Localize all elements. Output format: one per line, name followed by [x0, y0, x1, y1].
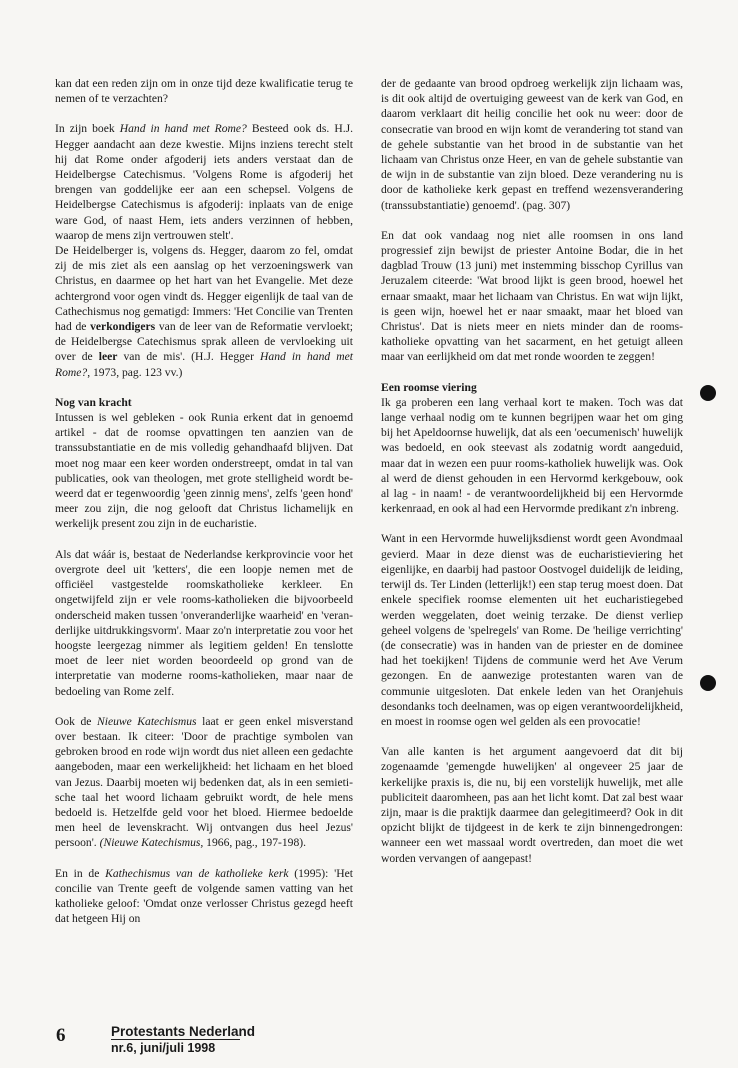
magazine-title: Protestants Nederland	[111, 1024, 256, 1039]
section-heading: Nog van kracht	[55, 395, 132, 409]
right-column	[381, 76, 683, 881]
paragraph: Ik ga proberen een lang verhaal kort te maken. Toch was dat lange verhaal nodig om te kunnen begrijpen waar het om ging bij het Apeldoornse huwelijk, dat als een 'oecumenisch' huwelijk was bedoeld, en ook steevast als zodatnig wordt aangeduid, maar dat in wezen een puur rooms-katholiek huwelijk was. Ook al werd de dienst gehouden in een Hervormd kerkgebouw, ook al lag - in naam! - de verantwoordelijkheid bij een Hervormde kerkenraad, en ook al had een Hervormde predikant z'n inbreng.	[381, 395, 683, 516]
issue-label: nr.6, juni/juli 1998	[111, 1041, 216, 1055]
paragraph: De Heidelberger is, volgens ds. Hegger, daarom zo fel, omdat zij de mis ziet als een aanslag op het verzoeningswerk van Christus, en daarmee op het hart van het Evangelie. Met deze achtergrond voor ogen vindt ds. Hegger eigenlijk de taal van de Cathechismus nog gematigd: Immers: 'Het Concilie van Trenten had de verkondigers van de leer van de Reformatie vervloekt; de Heidelbergse Catechismus sprak alleen de vervloeking uit over de leer van de mis'. (H.J. Hegger Hand in hand met Rome?, 1973, pag. 123 vv.)	[55, 244, 354, 379]
paragraph: der de gedaante van brood opdroeg werkelijk zijn lichaam was, is dit ook altijd de overtuiging geweest van de kerk van God, en daarom verklaart dit heilig concilie het ook nu weer: door de consecratie van brood en wijn komt de verandering tot stand van de gehele substantie van het brood in de substantie van het lichaam van Christus onze Heer, en van de gehele substantie van de wijn in de substantie van zijn bloed. Deze verandering nu is door de katholieke kerk gepast en treffend wezensverandering (transsubstantiatie) genoemd'. (pag. 307)	[381, 77, 683, 212]
paragraph: kan dat een reden zijn om in onze tijd deze kwalificatie terug te nemen of te verzachten?	[55, 77, 353, 106]
section-heading: Een roomse viering	[381, 380, 477, 394]
citation: (Nieuwe Katechismus,	[99, 836, 204, 850]
paragraph: Van alle kanten is het argument aangevoerd dat dit bij zogenaamde 'gemengde huwelijken' al ongeveer 25 jaar de kerkelijke praxis is, die nu, bij een vorstelijk huwelijk, met alle publiciteit daaromheen, pas aan het licht komt. Dat zal best waar zijn, maar is die praktijk daarmee dan gelegitimeerd? Ook in dit opzicht blijkt de tijdgeest in de kerk te zijn binnengedrongen: wanneer een wet massaal wordt overtreden, dan moet die wet worden vervangen of aangepast!	[381, 745, 683, 865]
paragraph: Als dat wáár is, bestaat de Nederlandse kerkprovincie voor het overgrote deel uit 'ketters', die een loopje nemen met de officiëel vastgestelde roomskatholieke kerkleer. En ongetwijfeld zijn er vele rooms-katholieken die bijvoorbeeld onderscheid maken tussen 'onveranderlijke waarheid' en 'veranderlijke uitdrukkingsvorm'. Maar zo'n interpretatie zou voor het hoogste leergezag nimmer als legitiem gelden! En tenslotte moet de leer niet worden beoordeeld op grond van de interpretatie van moderne rooms-katholieken, maar naar de bedoeling van Rome zelf.	[55, 547, 353, 698]
paragraph: Want in een Hervormde huwelijksdienst wordt geen Avondmaal gevierd. Maar in deze dienst was de eucharistieviering het eigenlijke, en daarbij had pastoor Oostvogel duidelijk de leiding, terwijl ds. Ter Linden (letterlijk!) een stap terug moest doen. Dat enkele specifiek roomse elementen uit het eucharistiegebed werden weggelaten, doet weinig terzake. De dienst verliep geheel volgens de 'spelregels' van Rome. De 'heilige verrichting' (de consecratie) was in handen van de priester en de dominee had het toekijken! Tijdens de communie werd het Ave Verum gezongen. En de aanwezige protestanten waren van de communie uitgesloten. Dat enkele leden van het Oranjehuis desondanks toch deelnamen, was op eigen verantwoordelijkheid, en moest in roomse ogen wel gelden als een provocatie!	[381, 532, 683, 728]
book-title: Nieuwe Katechismus	[96, 714, 197, 728]
emphasis: verkondigers	[90, 320, 156, 334]
emphasis: leer	[98, 350, 118, 364]
binding-hole-mark	[700, 385, 716, 401]
book-title: Hand in hand met Rome?	[119, 122, 247, 136]
binding-hole-mark	[700, 675, 716, 691]
page-number: 6	[56, 1025, 66, 1046]
book-title: Kathechismus van de katholieke kerk	[105, 866, 289, 880]
book-title: Hand in hand met Rome?	[55, 350, 354, 379]
paragraph: En dat ook vandaag nog niet alle roomsen in ons land progressief zijn bewijst de priester Antoine Bodar, die in het dagblad Trouw (13 juni) met instemming bisschop Cyrillus van Jeruzalem citeerde: 'Wat brood lijkt is geen brood, hoewel het ernaar smaakt, maar het lichaam van Christus. En wat wijn lijkt, is geen wijn, hoewel het er naar smaakt, maar het bloed van Christus'. Dat is niets meer en niets minder dan de rooms-katholieke opvatting van het sacarment, en het getuigt alleen maar van eerlijkheid om dat met ronde woorden te zeggen!	[381, 228, 683, 364]
paragraph: Intussen is wel gebleken - ook Runia erkent dat in genoemd artikel - dat de roomse opvattingen ten aanzien van de transsubstantiatie en de mis volledig gehandhaafd blijven. Dat moet nog maar een keer worden onderstreept, omdat in tal van publicaties, ook van theologen, met grote stelligheid wordt beweerd dat er tegenwoordig 'geen zinnig mens', zelfs 'geen hond' meer zou zijn, die nog gelooft dat Christus lichamelijk en werkelijk present zou zijn in de eucharistie.	[55, 411, 353, 531]
footer-divider	[111, 1039, 240, 1040]
left-column	[55, 76, 353, 941]
paragraph: Ook de Nieuwe Katechismus laat er geen enkel misverstand over bestaan. Ik citeer: 'Door de prachtige symbolen van gebroken brood en rode wijn wordt dus niet alleen een gedachte aangeboden, maar een werkelijkheid: het lichaam en het bloed van Jezus. Daarbij moeten wij bedenken dat, als in een semietische taal het woord lichaam gebruikt wordt, de hele mens bedoeld is. Hetzelfde geld voor het bloed. Hiermee bedoelde men heel de levenskracht. Wij ontvangen dus heel Jezus' persoon'. (Nieuwe Katechismus, 1966, pag., 197-198).	[55, 714, 353, 850]
paragraph: In zijn boek Hand in hand met Rome? Besteed ook ds. H.J. Hegger aandacht aan deze kwestie. Mijns inziens terecht stelt hij dat Rome onder afgoderij iets anders verstaat dan de Heidelbergse Catechismus. 'Volgens Rome is afgoderij het brengen van goddelijke eer aan een schepsel. Volgens de Heidelbergse Catechismus is afgoderij: inplaats van de enige ware God, of naast Hem, iets anders verzinnen of hebben, waarop de mens zijn vertrouwen stelt'.	[55, 122, 353, 242]
paragraph: En in de Kathechismus van de katholieke kerk (1995): 'Het concilie van Trente geeft de volgende samen vatting van het katholieke geloof: 'Omdat onze verlosser Christus gezegd heeft dat hetgeen Hij on	[55, 866, 353, 926]
